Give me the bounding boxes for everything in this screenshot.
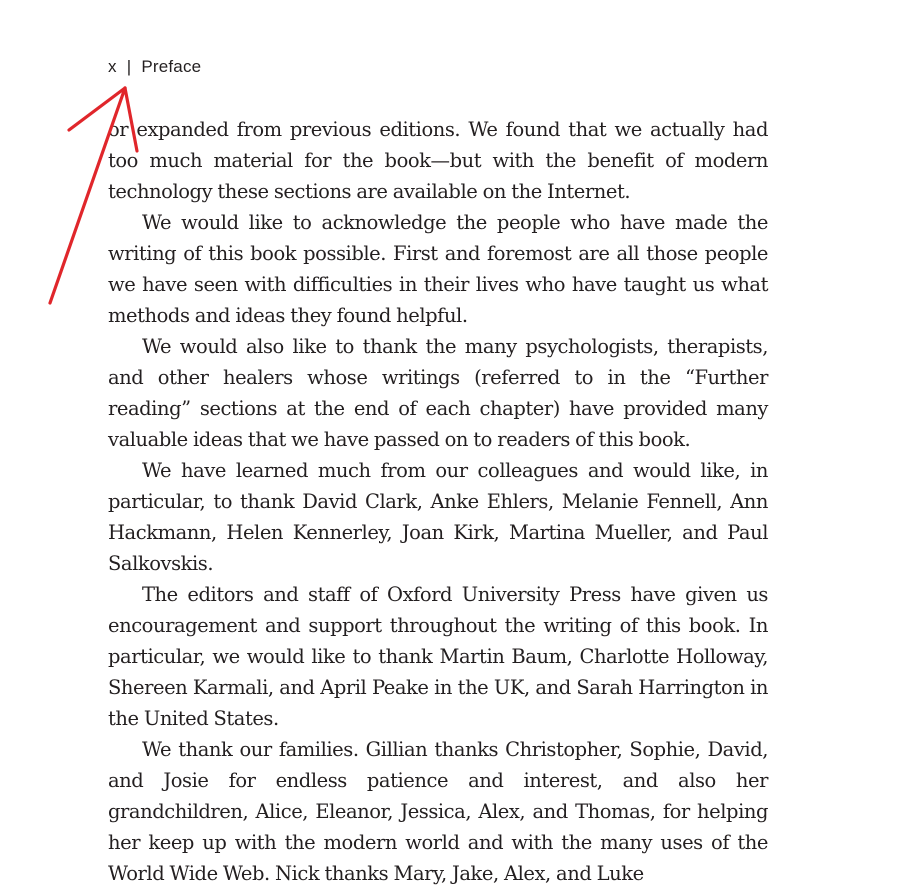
running-head-separator: | [126, 57, 132, 76]
page-number: x [108, 57, 117, 76]
paragraph: We would like to acknowledge the people who have made the writing of this book possible. First and foremost are all those people we have seen with difficulties in their lives who have taught us what methods and ideas they found helpful. [108, 211, 768, 327]
body-text [108, 114, 768, 889]
paragraph: or expanded from previous editions. We found that we actually had too much material for the book—but with the benefit of modern technology these sections are available on the Internet. [108, 118, 768, 203]
paragraph: We thank our families. Gillian thanks Christopher, Sophie, David, and Josie for endless patience and interest, and also her grandchildren, Alice, Eleanor, Jessica, Alex, and Thomas, for helping her keep up with the modern world and with the many uses of the World Wide Web. Nick thanks Mary, Jake, Alex, and Luke [108, 738, 768, 885]
paragraph: We would also like to thank the many psychologists, therapists, and other healers whose writings (referred to in the “Further reading” sections at the end of each chapter) have provided many valuable ideas that we have passed on to readers of this book. [108, 335, 768, 451]
running-head [108, 57, 201, 77]
section-title: Preface [141, 57, 202, 76]
paragraph: The editors and staff of Oxford University Press have given us encouragement and support throughout the writing of this book. In particular, we would like to thank Martin Baum, Charlotte Holloway, Shereen Karmali, and April Peake in the UK, and Sarah Harrington in the United States. [108, 583, 768, 730]
paragraph: We have learned much from our colleagues and would like, in particular, to thank David Clark, Anke Ehlers, Melanie Fennell, Ann Hackmann, Helen Kennerley, Joan Kirk, Martina Mueller, and Paul Salkovskis. [108, 459, 768, 575]
